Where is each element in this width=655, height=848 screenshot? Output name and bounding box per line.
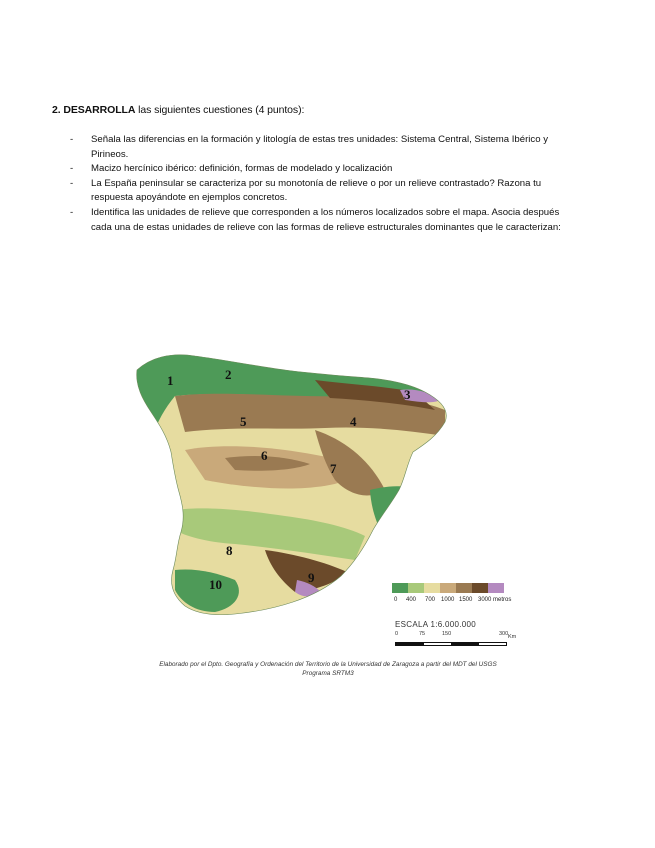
map-label-9: 9	[308, 570, 315, 585]
question-list	[70, 133, 570, 235]
section-heading	[52, 104, 304, 116]
legend-swatch	[472, 583, 488, 593]
list-dash: -	[70, 163, 74, 175]
map-caption	[108, 660, 548, 678]
map-label-8: 8	[226, 543, 233, 558]
legend-labels	[392, 597, 522, 607]
scale-unit: Km	[508, 634, 517, 640]
map-scale	[395, 620, 515, 646]
list-item	[70, 162, 570, 177]
caption-line: Programa SRTM3	[302, 670, 354, 677]
legend-label: 1500	[459, 597, 473, 603]
scale-tick: 300	[499, 631, 509, 637]
map-label-5: 5	[240, 414, 247, 429]
map-label-6: 6	[261, 448, 268, 463]
scale-title: ESCALA 1:6.000.000	[395, 620, 477, 629]
question-text: Macizo hercínico ibérico: definición, formas de modelado y localización	[91, 163, 393, 175]
list-item	[70, 177, 570, 206]
legend-label: 400	[406, 597, 417, 603]
map-label-10: 10	[209, 577, 222, 592]
list-dash: -	[70, 206, 74, 218]
legend-label: 1000	[441, 597, 455, 603]
legend-swatches	[392, 583, 504, 593]
legend-swatch	[456, 583, 472, 593]
legend-swatch	[488, 583, 504, 593]
list-dash: -	[70, 134, 74, 145]
map-label-3: 3	[404, 387, 411, 402]
section-verb: DESARROLLA	[63, 104, 136, 116]
question-text: La España peninsular se caracteriza por su monotonía de relieve o por un relieve contrastado? Razona tu respuesta apoyándote en ejemplos concretos.	[91, 177, 542, 204]
list-dash: -	[70, 177, 74, 189]
legend-swatch	[392, 583, 408, 593]
map-label-2: 2	[225, 367, 232, 382]
scale-ticks	[395, 631, 515, 641]
question-text: Señala las diferencias en la formación y litología de estas tres unidades: Sistema Central, Sistema Ibérico y Pirineos.	[91, 134, 549, 160]
map-label-7: 7	[330, 461, 337, 476]
scale-bar	[395, 642, 507, 646]
scale-tick: 0	[395, 631, 399, 637]
caption-line: Elaborado por el Dpto. Geografía y Ordenación del Territorio de la Universidad de Zaragoza a partir del MDT del USGS	[159, 661, 497, 668]
scale-tick: 150	[442, 631, 452, 637]
legend-swatch	[440, 583, 456, 593]
section-title-rest: las siguientes cuestiones (4 puntos):	[138, 104, 305, 116]
section-number: 2.	[52, 104, 61, 116]
legend-label: 700	[425, 597, 436, 603]
map-label-1: 1	[167, 373, 174, 388]
scale-tick: 75	[419, 631, 426, 637]
east-coast-lowland	[370, 486, 415, 536]
list-item	[70, 206, 570, 235]
question-text: Identifica las unidades de relieve que corresponden a los números localizados sobre el mapa. Asocia después cada una de estas unidades de relieve con las formas de relieve estructurales dominantes que le caracterizan:	[91, 206, 561, 233]
legend-label: 0	[394, 597, 398, 603]
map-label-4: 4	[350, 414, 357, 429]
elevation-legend	[392, 583, 512, 603]
legend-swatch	[424, 583, 440, 593]
legend-label: 3000 metros	[478, 597, 512, 603]
legend-swatch	[408, 583, 424, 593]
list-item	[70, 133, 570, 162]
